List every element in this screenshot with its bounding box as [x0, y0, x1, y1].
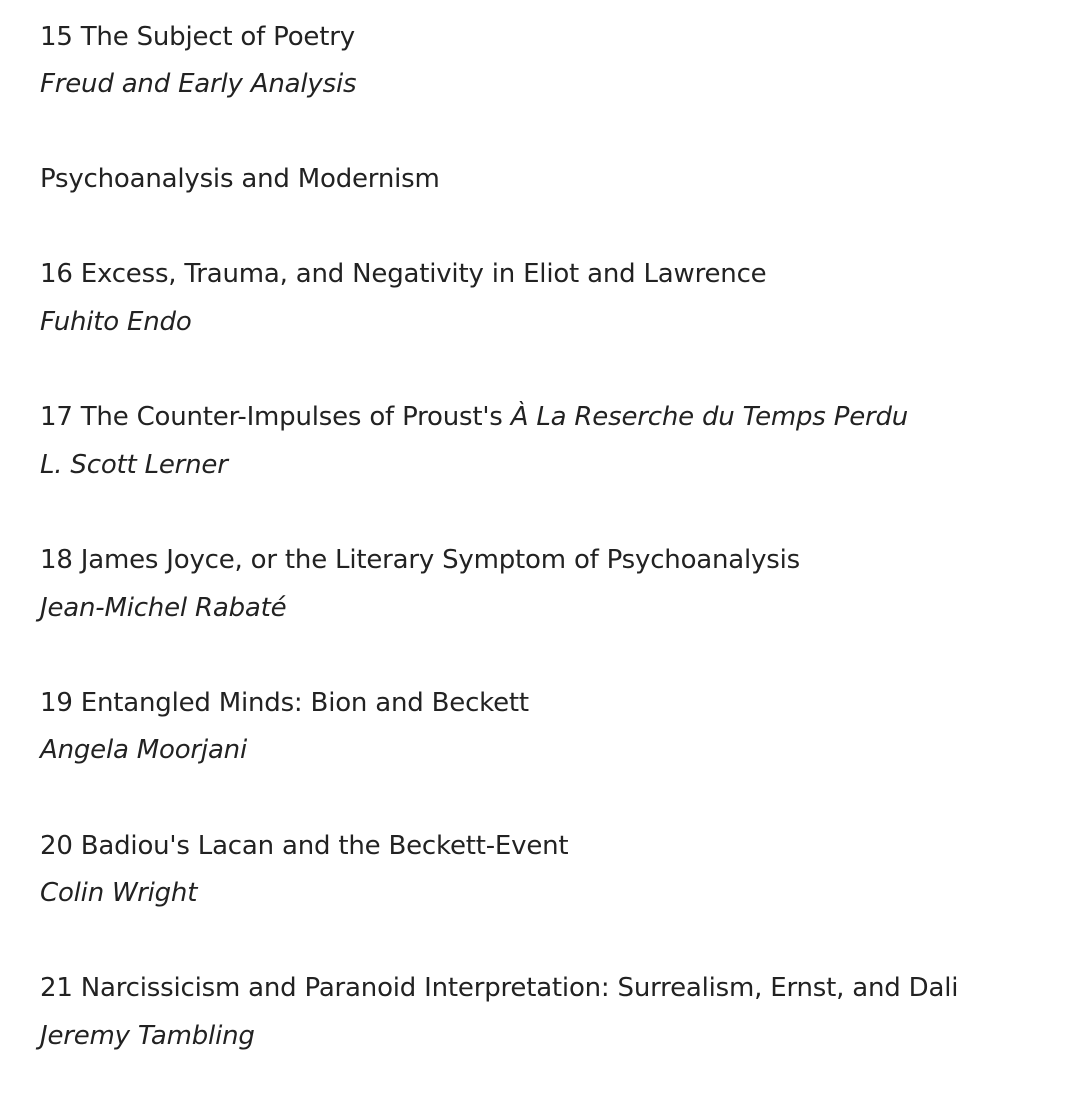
entry-title: 16 Excess, Trauma, and Negativity in Eliot and Lawrence	[40, 259, 767, 289]
entry-title: 21 Narcissicism and Paranoid Interpretation: Surrealism, Ernst, and Dali	[40, 973, 959, 1003]
entry-title: 20 Badiou's Lacan and the Beckett-Event	[40, 831, 569, 861]
section-heading: Psychoanalysis and Modernism	[40, 164, 440, 194]
entry-author: Fuhito Endo	[40, 307, 192, 337]
entry-title-text: 17 The Counter-Impulses of Proust's	[40, 402, 511, 432]
entry-author: Jeremy Tambling	[40, 1021, 255, 1051]
entry-title: 18 James Joyce, or the Literary Symptom of Psychoanalysis	[40, 545, 800, 575]
entry-author: L. Scott Lerner	[40, 450, 228, 480]
entry-author: Jean-Michel Rabaté	[40, 593, 287, 623]
entry-title: 15 The Subject of Poetry	[40, 22, 355, 52]
entry-author: Colin Wright	[40, 878, 198, 908]
entry-author: Freud and Early Analysis	[40, 69, 357, 99]
entry-title: 19 Entangled Minds: Bion and Beckett	[40, 688, 529, 718]
entry-author: Angela Moorjani	[40, 735, 247, 765]
entry-title-italic-text: À La Reserche du Temps Perdu	[510, 402, 909, 432]
entry-title	[40, 400, 908, 434]
